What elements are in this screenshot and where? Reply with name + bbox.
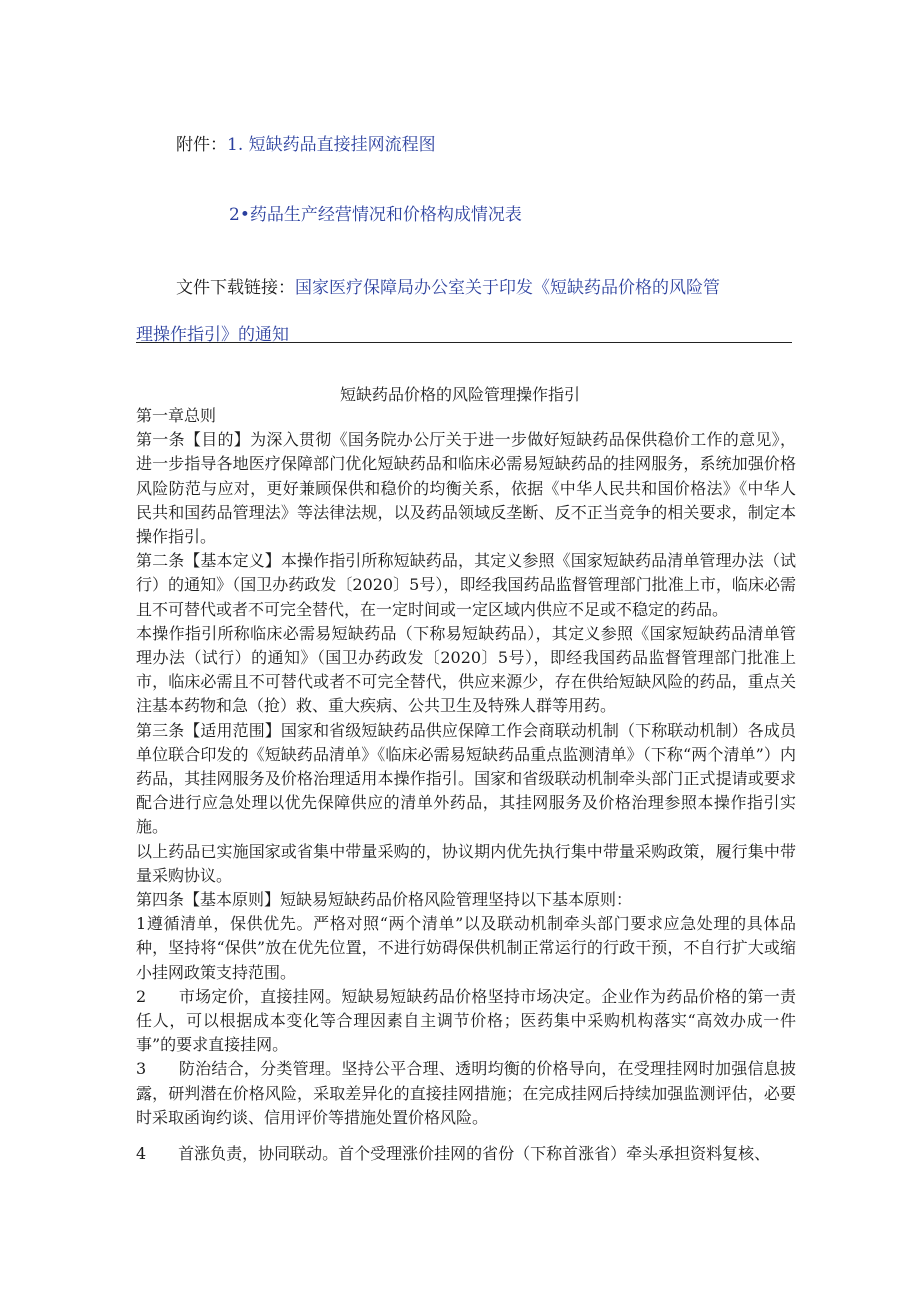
attachment-1-link[interactable]: 1. 短缺药品直接挂网流程图 [227, 135, 436, 155]
paragraph: 第一条【目的】为深入贯彻《国务院办公厅关于进一步做好短缺药品保供稳价工作的意见》，进一步指导各地医疗保障部门优化短缺药品和临床必需易短缺药品的挂网服务，系统加强价格风险防范与应对，更好兼顾保供和稳价的均衡关系，依据《中华人民共和国价格法》《中华人民共和国药品管理法》等法律法规，以及药品领域反垄断、反不正当竞争的相关要求，制定本操作指引。 [136, 430, 796, 547]
download-label: 文件下载链接： [176, 278, 295, 298]
paragraph: 2 市场定价，直接挂网。短缺易短缺药品价格坚持市场决定。企业作为药品价格的第一责任人，可以根据成本变化等合理因素自主调节价格；医药集中采购机构落实“高效办成一件事”的要求直接挂网。 [136, 986, 796, 1055]
paragraph: 以上药品已实施国家或省集中带量采购的，协议期内优先执行集中带量采购政策，履行集中带量采购协议。 [136, 841, 796, 885]
document-body [136, 404, 796, 1166]
divider-line [136, 342, 792, 343]
paragraph: 第四条【基本原则】短缺易短缺药品价格风险管理坚持以下基本原则： [136, 890, 633, 910]
download-link[interactable]: 国家医疗保障局办公室关于印发《短缺药品价格的风险管 [295, 278, 720, 298]
attachments-prefix: 附件： [176, 135, 227, 155]
document-title: 短缺药品价格的风险管理操作指引 [339, 385, 580, 404]
paragraph: 第三条【适用范围】国家和省级短缺药品供应保障工作会商联动机制（下称联动机制）各成员单位联合印发的《短缺药品清单》《临床必需易短缺药品重点监测清单》（下称“两个清单”）内药品，其挂网服务及价格治理适用本操作指引。国家和省级联动机制牵头部门正式提请或要求配合进行应急处理以优先保障供应的清单外药品，其挂网服务及价格治理参照本操作指引实施。 [136, 720, 796, 837]
download-link-continued[interactable]: 理操作指引》的通知 [136, 325, 289, 345]
attachments-line-1 [176, 130, 436, 155]
paragraph: 第二条【基本定义】本操作指引所称短缺药品，其定义参照《国家短缺药品清单管理办法（试行）的通知》（国卫办药政发〔2020〕5号），即经我国药品监督管理部门批准上市，临床必需且不可替代或者不可完全替代，在一定时间或一定区域内供应不足或不稳定的药品。 [136, 551, 796, 619]
paragraph: 3 防治结合，分类管理。坚持公平合理、透明均衡的价格导向，在受理挂网时加强信息披露，研判潜在价格风险，采取差异化的直接挂网措施；在完成挂网后持续加强监测评估，必要时采取函询约谈、信用评价等措施处置价格风险。 [136, 1059, 796, 1127]
paragraph: 4 首涨负责，协同联动。首个受理涨价挂网的省份（下称首涨省）牵头承担资料复核、 [136, 1144, 771, 1164]
chapter-heading: 第一章总则 [136, 406, 217, 425]
paragraph: 本操作指引所称临床必需易短缺药品（下称易短缺药品），其定义参照《国家短缺药品清单管理办法（试行）的通知》（国卫办药政发〔2020〕5号），即经我国药品监督管理部门批准上市，临床必需且不可替代或者不可完全替代，供应来源少，存在供给短缺风险的药品，重点关注基本药物和急（抢）救、重大疾病、公共卫生及特殊人群等用药。 [136, 623, 796, 716]
attachment-2-link[interactable]: 2•药品生产经营情况和价格构成情况表 [229, 205, 522, 225]
paragraph: 1遵循清单，保供优先。严格对照“两个清单”以及联动机制牵头部门要求应急处理的具体品种，坚持将“保供”放在优先位置，不进行妨碍保供机制正常运行的行政干预，不自行扩大或缩小挂网政策支持范围。 [136, 914, 796, 982]
download-line-1 [176, 273, 720, 298]
